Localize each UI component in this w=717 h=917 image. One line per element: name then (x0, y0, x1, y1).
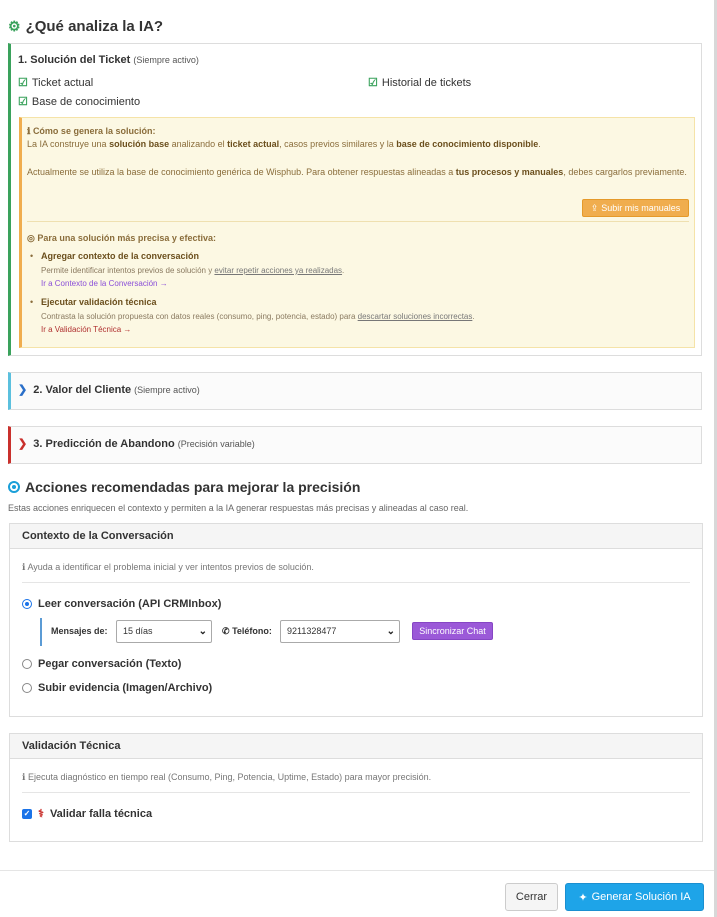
tip-title: Agregar contexto de la conversación (41, 251, 200, 261)
radio-upload-evidence[interactable] (22, 682, 212, 694)
phone-label (222, 626, 272, 637)
text-bold: tus procesos y manuales (455, 167, 564, 177)
info-icon: ℹ (22, 772, 26, 782)
hint-text: Ayuda a identificar el problema inicial y ver intentos previos de solución. (27, 562, 314, 572)
info-title-text: Cómo se genera la solución: (32, 126, 156, 136)
check-base-conocimiento (18, 95, 140, 108)
radio-paste-conversation[interactable] (22, 658, 181, 670)
generate-solution-button[interactable] (565, 883, 704, 911)
section-title-text: 3. Predicción de Abandono (33, 438, 175, 450)
tech-hint (22, 772, 431, 783)
upload-icon: ⇪ (590, 202, 599, 213)
text: . (538, 139, 541, 149)
tip-description (41, 266, 344, 275)
messages-select[interactable] (116, 620, 212, 643)
text-bold: solución base (109, 139, 170, 149)
phone-label-text: Teléfono: (232, 626, 272, 636)
section-title (18, 383, 200, 396)
validate-tech-checkbox-row[interactable] (22, 807, 152, 820)
chevron-down-icon: ⌄ (386, 626, 395, 637)
sparkles-icon: ✦ (578, 891, 588, 904)
text-bold: ticket actual (227, 139, 280, 149)
text: Permite identificar intentos previos de solución y (41, 266, 215, 275)
radio-button[interactable] (22, 683, 32, 693)
info-icon: ℹ (22, 562, 26, 572)
tip-description (41, 312, 475, 321)
radio-label: Leer conversación (API CRMInbox) (38, 598, 222, 610)
section-badge: (Siempre activo) (133, 55, 199, 65)
check-historial (368, 76, 471, 89)
phone-select[interactable] (280, 620, 400, 643)
chevron-right-icon: ❯ (18, 384, 28, 396)
text: La IA construye una (27, 139, 110, 149)
target-icon: ◎ (27, 233, 35, 243)
checkbox-label: Validar falla técnica (49, 807, 153, 820)
text: Actualmente se utiliza la base de conocimiento genérica de Wisphub. Para obtener respuestas alineadas a (27, 167, 456, 177)
info-title (27, 126, 155, 137)
close-button[interactable]: Cerrar (505, 883, 558, 911)
tip-title: Ejecutar validación técnica (41, 297, 157, 307)
text: . (472, 312, 475, 321)
divider (22, 582, 690, 583)
chevron-right-icon: ❯ (18, 438, 28, 450)
context-hint (22, 562, 314, 573)
tips-title-text: Para una solución más precisa y efectiva: (37, 233, 216, 243)
text-underlined: evitar repetir acciones ya realizadas (214, 266, 343, 275)
gears-icon: ⚙ (8, 18, 21, 34)
bullet-icon: • (30, 297, 34, 307)
tech-validation-card (9, 733, 703, 842)
text: analizando el (169, 139, 228, 149)
actions-subtitle: Estas acciones enriquecen el contexto y permiten a la IA generar respuestas más precisas y alineadas al caso real. (8, 503, 469, 513)
section-badge: (Siempre activo) (134, 385, 200, 395)
page-title-text: ¿Qué analiza la IA? (25, 18, 164, 35)
card-title: Contexto de la Conversación (10, 524, 702, 549)
radio-label: Pegar conversación (Texto) (38, 658, 182, 670)
check-square-icon: ☑ (368, 77, 378, 89)
tips-title (27, 233, 216, 244)
section-title (18, 437, 255, 450)
text: , casos previos similares y la (279, 139, 397, 149)
chevron-down-icon: ⌄ (198, 626, 207, 637)
solution-info-box (19, 117, 695, 348)
context-card (9, 523, 703, 717)
conversation-options-row (40, 618, 540, 646)
button-label: Generar Solución IA (591, 891, 691, 903)
radio-read-conversation[interactable] (22, 598, 221, 610)
footer-divider (0, 870, 714, 871)
link-validation[interactable]: Ir a Validación Técnica → (41, 325, 132, 334)
actions-title-text: Acciones recomendadas para mejorar la precisión (25, 479, 361, 495)
upload-manuals-button[interactable] (582, 199, 689, 217)
text: , debes cargarlos previamente. (563, 167, 687, 177)
check-label: Base de conocimiento (31, 95, 141, 108)
info-line-2 (27, 166, 687, 179)
stethoscope-icon: ⚕ (38, 808, 44, 820)
check-label: Historial de tickets (381, 76, 472, 89)
info-icon: ℹ (27, 126, 31, 136)
divider (22, 792, 690, 793)
check-square-icon: ☑ (18, 96, 28, 108)
radio-button[interactable] (22, 599, 32, 609)
check-ticket-actual (18, 76, 93, 89)
section-badge: (Precisión variable) (177, 439, 255, 449)
button-label: Subir mis manuales (601, 203, 681, 213)
target-icon (8, 481, 20, 493)
text-underlined: descartar soluciones incorrectas (357, 312, 473, 321)
section-title (18, 54, 199, 66)
section-churn-prediction[interactable] (8, 426, 702, 464)
radio-button[interactable] (22, 659, 32, 669)
check-label: Ticket actual (31, 76, 94, 89)
page-title (8, 18, 163, 35)
info-line-1 (27, 138, 687, 151)
sync-chat-button[interactable]: Sincronizar Chat (412, 622, 493, 640)
radio-label: Subir evidencia (Imagen/Archivo) (38, 682, 213, 694)
section-title-text: 1. Solución del Ticket (18, 54, 131, 66)
bullet-icon: • (30, 251, 34, 261)
hint-text: Ejecuta diagnóstico en tiempo real (Consumo, Ping, Potencia, Uptime, Estado) para mayor precisión. (27, 772, 432, 782)
section-customer-value[interactable] (8, 372, 702, 410)
card-title: Validación Técnica (10, 734, 702, 759)
select-value: 9211328477 (287, 626, 337, 636)
phone-icon: ✆ (222, 626, 230, 636)
actions-title (8, 479, 360, 495)
divider (27, 221, 689, 222)
check-square-icon: ☑ (18, 77, 28, 89)
checkbox[interactable]: ✓ (23, 809, 31, 818)
link-context[interactable]: Ir a Contexto de la Conversación → (41, 279, 168, 288)
messages-label: Mensajes de: (51, 626, 108, 636)
text: Contrasta la solución propuesta con datos reales (consumo, ping, potencia, estado) para (41, 312, 358, 321)
text: . (342, 266, 345, 275)
text-bold: base de conocimiento disponible (396, 139, 539, 149)
section-ticket-solution (8, 43, 702, 356)
select-value: 15 días (123, 626, 153, 636)
section-title-text: 2. Valor del Cliente (33, 384, 132, 396)
